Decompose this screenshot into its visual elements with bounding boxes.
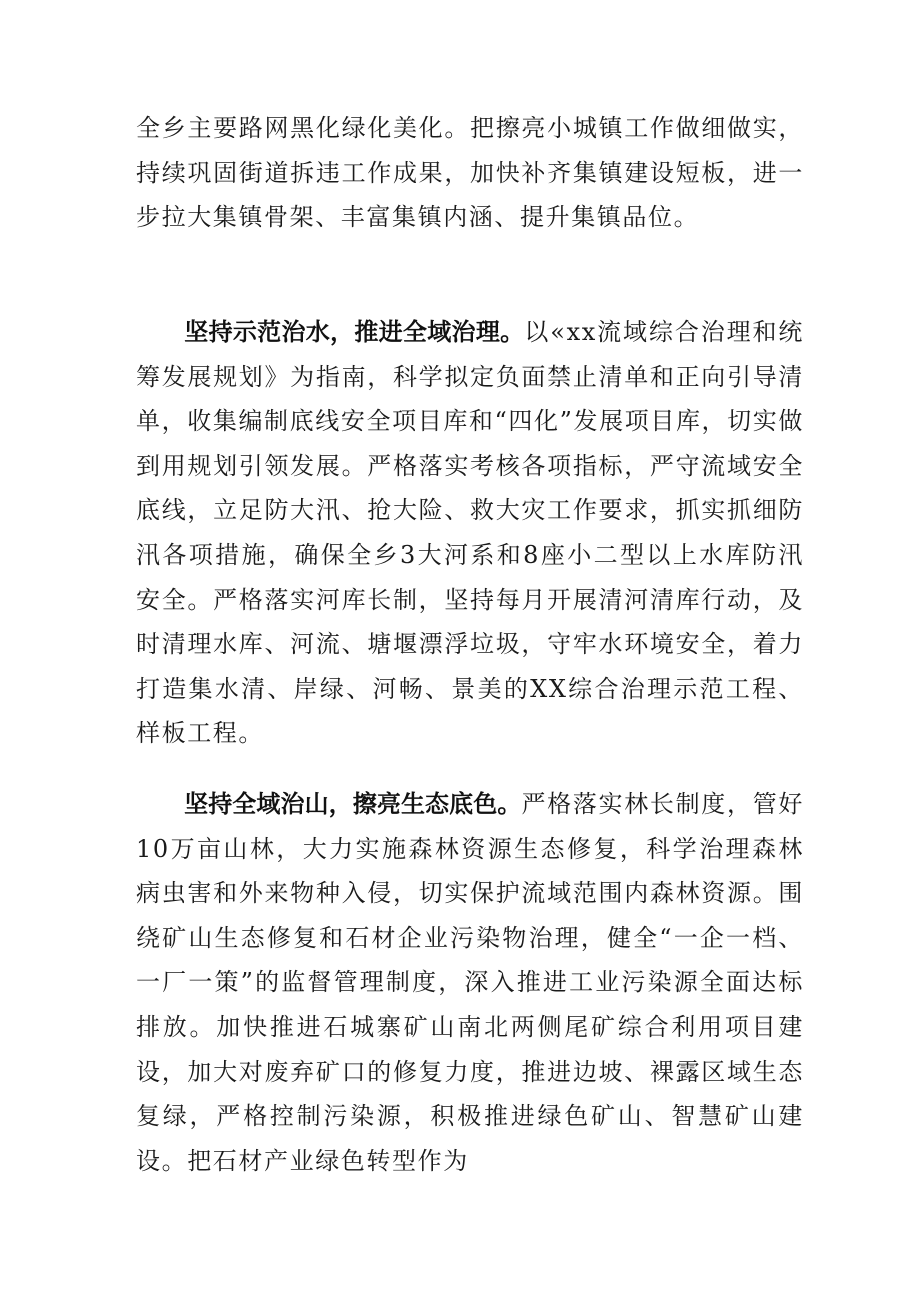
paragraph-body: 全乡主要路网黑化绿化美化。把擦亮小城镇工作做细做实，持续巩固街道拆违工作成果，加快补齐集镇建设短板，进一步拉大集镇骨架、丰富集镇内涵、提升集镇品位。 bbox=[136, 114, 804, 232]
paragraph-mountain-governance bbox=[136, 782, 804, 1183]
paragraph-body: 以«xx流域综合治理和统筹发展规划》为指南，科学拟定负面禁止清单和正向引导清单，收集编制底线安全项目库和“四化”发展项目库，切实做到用规划引领发展。严格落实考核各项指标，严守流域安全底线，立足防大汛、抢大险、救大灾工作要求，抓实抓细防汛各项措施，确保全乡3大河系和8座小二型以上水库防汛安全。严格落实河库长制，坚持每月开展清河清库行动，及时清理水库、河流、塘堰漂浮垃圾，守牢水环境安全，着力打造集水清、岸绿、河畅、景美的XX综合治理示范工程、样板工程。 bbox=[136, 318, 805, 748]
paragraph-heading: 坚持全域治山，擦亮生态底色。 bbox=[184, 790, 522, 818]
paragraph-heading: 坚持示范治水，推进全域治理。 bbox=[184, 318, 525, 346]
paragraph-water-governance bbox=[136, 310, 804, 756]
paragraph-body: 严格落实林长制度，管好10万亩山林，大力实施森林资源生态修复，科学治理森林病虫害和外来物种入侵，切实保护流域范围内森林资源。围绕矿山生态修复和石材企业污染物治理，健全“一企一档、一厂一策”的监督管理制度，深入推进工业污染源全面达标排放。加快推进石城寨矿山南北两侧尾矿综合利用项目建设，加大对废弃矿口的修复力度，推进边坡、裸露区域生态复绿，严格控制污染源，积极推进绿色矿山、智慧矿山建设。把石材产业绿色转型作为 bbox=[136, 790, 804, 1175]
paragraph-continuation bbox=[136, 106, 804, 240]
